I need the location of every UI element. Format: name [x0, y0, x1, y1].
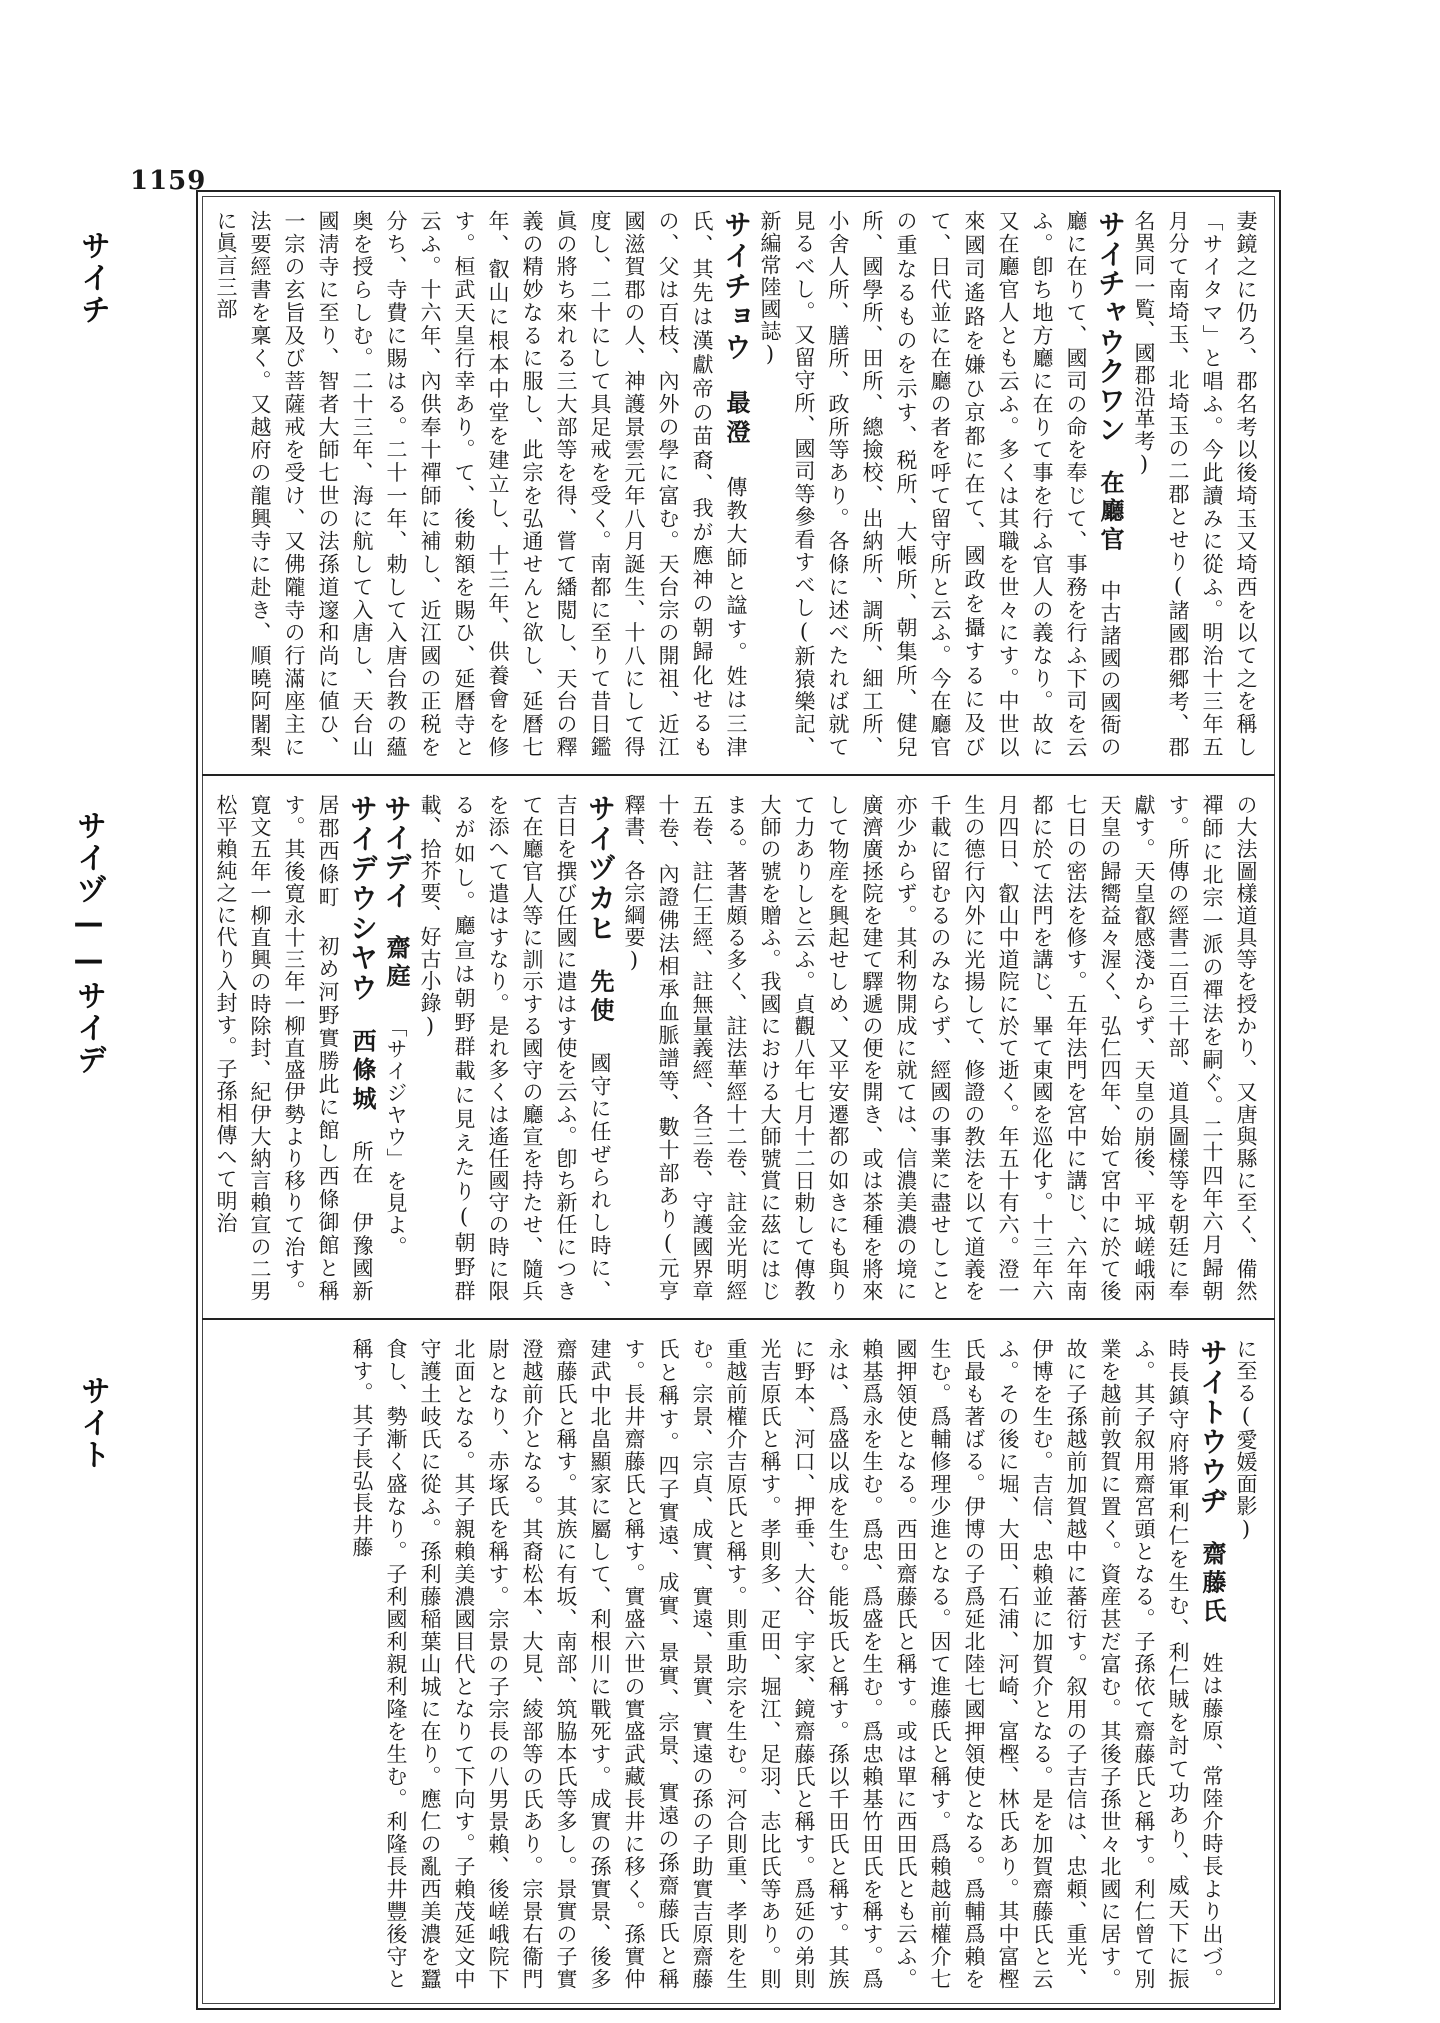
entry-heading: サイデイ — [380, 794, 413, 910]
section-bottom — [210, 1332, 1267, 1996]
entry-kanji: 西條城 — [348, 1028, 377, 1115]
entry-heading: サイヅカヒ — [584, 794, 617, 943]
entry-body: 傳教大師と諡す。姓は三津氏、其先は漢獻帝の苗裔、我が應神の朝歸化せるもの、父は百枝、內外の學に富む。天台宗の開祖、近江國滋賀郡の人、神護景雲元年八月誕生、十八にして得度し、二十にして具足戒を受く。南都に至りて昔日鑑眞の將ち來れる三大部等を得、嘗て繙閲し、天台の釋義の精妙なるに服し、此宗を弘通せんと欲し、延曆七年、叡山に根本中堂を建立し、十三年、供養會を修す。桓武天皇行幸あり。て、後勅額を賜ひ、延曆寺と云ふ。十六年、內供奉十禪師に補し、近江國の正税を分ち、寺費に賜はる。二十一年、勅して入唐台教の蘊奥を授らしむ。二十三年、海に航して入唐し、天台山國淸寺に至り、智者大師七世の法孫道邃和尚に値ひ、一宗の玄旨及び菩薩戒を受け、又佛隴寺の行滿座主に法要經書を稟く。又越府の龍興寺に赴き、順曉阿闍梨に眞言三部 — [214, 210, 748, 759]
entry-heading: サイデウシヤウ — [346, 794, 379, 1003]
entry-body: 所在 伊豫國新居郡西條町 初め河野實勝此に館し西條御館と稱す。其後寛永十三年一柳直盛伊勢より移りて治す。寛文五年一柳直興の時除封、紀伊大納言賴宣の二男松平賴純之に代り入封す。子孫相傳へて明治 — [214, 794, 374, 1303]
continued-text: の大法圖樣道具等を授かり、又唐與縣に至く、備然禪師に北宗一派の禪法を嗣ぐ。二十四年六月歸朝す。所傳の經書二百三十部、道具圖樣等を朝廷に奉獻す。天皇叡感淺からず、天皇の崩後、平城嵯峨兩天皇の歸嚮益々渥く、弘仁四年、始て宮中に於て後七日の密法を修す。五年法門を宮中に講じ、六年南都に於て法門を講じ、畢て東國を巡化す。十三年六月四日、叡山中道院に於て逝く。年五十有六。澄一生の德行內外に光揚して、修證の教法を以て道義を千載に留むるのみならず、經國の事業に盡せしこと亦少からず。其利物開成に就ては、信濃美濃の境に廣濟廣拯院を建て驛遞の便を開き、或は茶種を將來して物産を興起せしめ、又平安遷都の如きにも與りて力ありしと云ふ。貞觀八年七月十二日勅して傳教大師の號を贈ふ。我國における大師號賞に茲にはじまる。著書頗る多く、註法華經十二卷、註金光明經五卷、註仁王經、註無量義經、各三卷、守護國界章十卷、內證佛法相承血脈譜等、數十部あり(元亨釋書、各宗綱要) — [622, 794, 1258, 1302]
side-label-saizu-saide: サイヅ——サイデ — [71, 810, 106, 1076]
entry-kanji: 先使 — [586, 968, 615, 1027]
entry-heading: サイチョウ — [720, 210, 753, 364]
page-number: 1159 — [130, 166, 207, 196]
section-middle — [210, 788, 1267, 1308]
entry-kanji: 在廳官 — [1096, 469, 1125, 555]
continued-text: に至る(愛媛面影) — [1234, 1338, 1258, 1542]
side-label-saito: サイト — [75, 1375, 110, 1471]
page-frame — [196, 190, 1281, 2010]
continued-text: 妻鏡之に仍ろ、郡名考以後埼玉又埼西を以て之を稱し「サイタマ」と唱ふ。今此讀みに從ふ。明治十三年五月分て南埼玉、北埼玉の二郡とせり(諸國郡郷考、郡名異同一覧、國郡沿革考) — [1132, 210, 1258, 759]
section-top — [210, 204, 1267, 764]
entry-kanji: 齋藤氏 — [1198, 1540, 1227, 1627]
entry-kanji: 齋庭 — [382, 935, 411, 991]
section-divider — [202, 1318, 1275, 1320]
entry-heading: サイトウウヂ — [1196, 1338, 1229, 1516]
text-column-block — [210, 204, 1267, 764]
section-divider — [202, 774, 1275, 776]
side-label-saichi: サイチ — [75, 230, 110, 326]
entry-kanji: 最澄 — [722, 389, 751, 450]
text-column-block — [210, 788, 1267, 1308]
entry-body: 「サイジヤウ」を見よ。 — [384, 1016, 408, 1258]
entry-body: 中古諸國の國衙の廳に在りて、國司の命を奉じて、事務を行ふ下司を云ふ。卽ち地方廳に在りて事を行ふ官人の義なり。故に又在廳官人とも云ふ。多くは其職を世々にす。中世以來國司遙路を嫌ひ京都に在て、國政を攝するに及びて、日代並に在廳の者を呼て留守所と云ふ。今在廳官の重なるものを示す、税所、大帳所、朝集所、健兒所、國學所、田所、總撿校、出納所、調所、細工所、小舍人所、膳所、政所等あり。各條に述べたれば就て見るべし。又留守所、國司等參看すべし(新猿樂記、新編常陸國誌) — [758, 210, 1122, 759]
entry-body: 姓は藤原、常陸介時長より出づ。時長鎮守府將軍利仁を生む、利仁賊を討て功あり、威天下に振ふ。其子叙用齋宮頭となる。子孫依て齋藤氏と稱す。利仁曾て別業を越前敦賀に置く。資産甚だ富む。其後子孫世々北國に居す。故に子孫越前加賀越中に蕃衍す。叙用の子吉信は、忠頼、重光、伊博を生む。吉信、忠賴並に加賀介となる。是を加賀齋藤氏と云ふ。その後に堀、大田、石浦、河崎、富樫、林氏あり。其中富樫氏最も著ばる。伊博の子爲延北陸七國押領使となる。爲輔爲賴を生む。爲輔修理少進となる。因て進藤氏と稱す。爲賴越前權介七國押領使となる。西田齋藤氏と稱す。或は單に西田氏とも云ふ。賴基爲永を生む。爲忠、爲盛を生む。爲忠賴基竹田氏を稱す。爲永は、爲盛以成を生む。能坂氏と稱す。孫以千田氏と稱す。其族に野本、河口、押垂、大谷、宇家、鏡齋藤氏と稱す。爲延の弟則光吉原氏と稱す。孝則多、疋田、堀江、足羽、志比氏等あり。則重越前權介吉原氏と稱す。則重助宗を生む。河合則重、孝則を生む。宗景、宗貞、成實、實遠、景實、實遠の孫の子助實吉原齋藤氏と稱す。四子實遠、成實、景實、宗景、實遠の孫齋藤氏と稱す。長井齋藤氏と稱す。實盛六世の實盛武藏長井に移く。孫實仲建武中北畠顯家に屬して、利根川に戰死す。成實の孫實景、後多齋藤氏と稱す。其族に有坂、南部、筑脇本氏等多し。景實の子實澄越前介となる。其裔松本、大見、綾部等の氏あり。宗景右衞門尉となり、赤塚氏を稱す。宗景の子宗長の八男景賴、後嵯峨院下北面となる。其子親賴美濃國目代となりて下向す。子賴茂延文中守護土岐氏に從ふ。孫利藤稲葉山城に在り。應仁の亂西美濃を蠶食し、勢漸く盛なり。子利國利親利隆を生む。利隆長井豐後守と稱す。其子長弘長井藤 — [350, 1338, 1224, 1991]
entry-body: 國守に任ぜられし時に、吉日を撰び任國に遣はす使を云ふ。卽ち新任につきて在廳官人等に訓示する國守の廳宣を持たせ、隨兵を添へて遣はすなり。是れ多くは遙任國守の時に限るが如し。廳宣は朝野群載に見えたり(朝野群載、拾芥要、好古小錄) — [418, 794, 612, 1303]
entry-heading: サイチャウクワン — [1094, 210, 1127, 445]
text-column-block — [210, 1332, 1267, 1996]
